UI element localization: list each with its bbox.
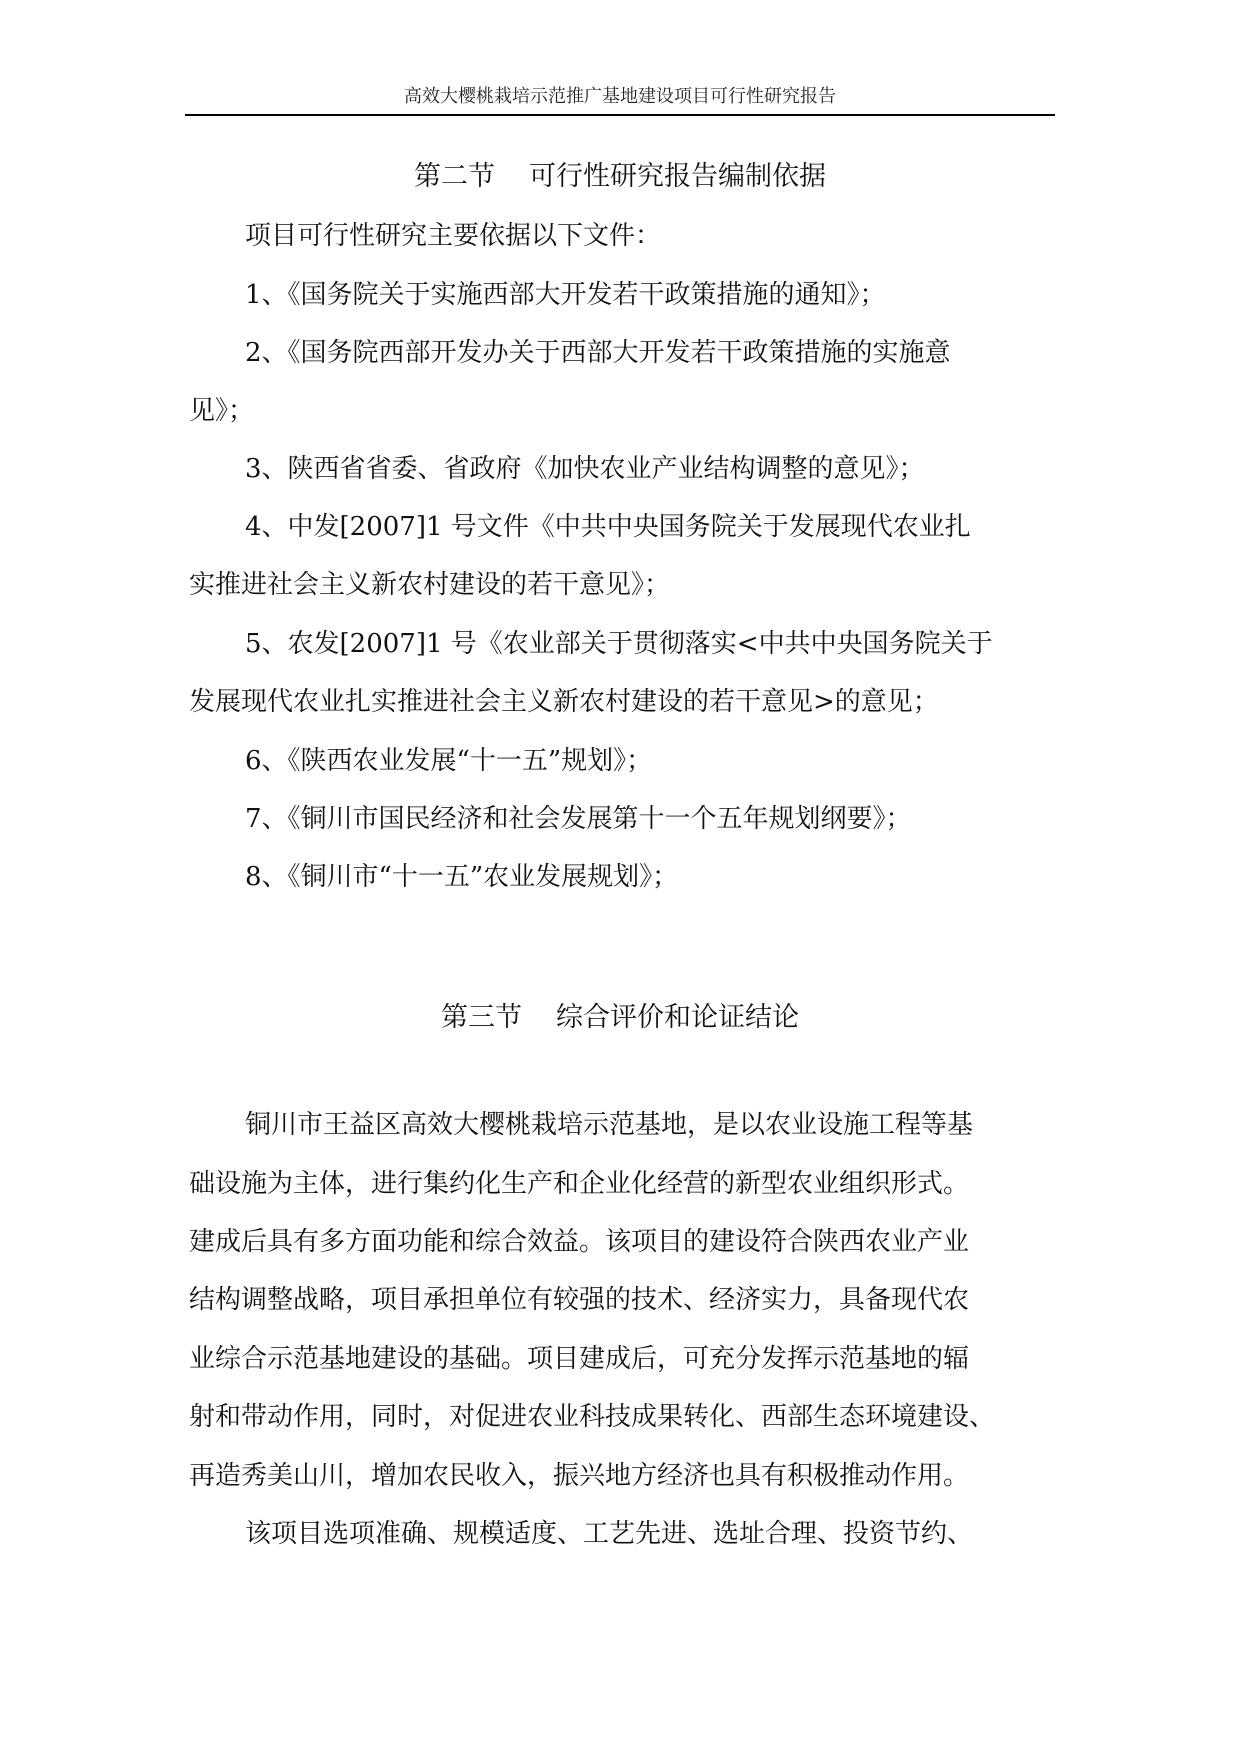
conclusion-para-2-line-1: 该项目选项准确、规模适度、工艺先进、选址合理、投资节约、	[245, 1519, 974, 1549]
header-rule	[185, 114, 1055, 116]
section-3-heading	[185, 1001, 1055, 1035]
basis-item-6: 6、《陕西农业发展“十一五”规划》；	[245, 746, 653, 776]
conclusion-para-1-line-5: 业综合示范基地建设的基础。项目建成后，可充分发挥示范基地的辐	[189, 1344, 970, 1374]
section-2-heading	[185, 160, 1055, 194]
basis-item-2-line-2: 见》；	[189, 396, 255, 426]
basis-item-4-line-2: 实推进社会主义新农村建设的若干意见》；	[189, 570, 671, 600]
section-2-number: 第二节	[414, 161, 495, 192]
section-3-title: 综合评价和论证结论	[556, 1002, 799, 1033]
basis-item-3: 3、陕西省省委、省政府《加快农业产业结构调整的意见》；	[245, 454, 925, 484]
running-header: 高效大樱桃栽培示范推广基地建设项目可行性研究报告	[404, 86, 836, 107]
conclusion-para-1-line-7: 再造秀美山川，增加农民收入，振兴地方经济也具有积极推动作用。	[189, 1461, 970, 1491]
section-2-title: 可行性研究报告编制依据	[529, 161, 826, 192]
basis-item-2-line-1: 2、《国务院西部开发办关于西部大开发若干政策措施的实施意	[245, 338, 951, 368]
basis-item-5-line-1: 5、农发[2007]1 号《农业部关于贯彻落实<中共中央国务院关于	[245, 629, 993, 659]
section-2-intro: 项目可行性研究主要依据以下文件：	[245, 221, 662, 251]
basis-item-1: 1、《国务院关于实施西部大开发若干政策措施的通知》；	[245, 280, 886, 310]
conclusion-para-1-line-1: 铜川市王益区高效大樱桃栽培示范基地，是以农业设施工程等基	[245, 1110, 974, 1140]
conclusion-para-1-line-3: 建成后具有多方面功能和综合效益。该项目的建设符合陕西农业产业	[189, 1227, 970, 1257]
section-3-number: 第三节	[441, 1002, 522, 1033]
conclusion-para-1-line-2: 础设施为主体，进行集约化生产和企业化经营的新型农业组织形式。	[189, 1169, 970, 1199]
basis-item-5-line-2: 发展现代农业扎实推进社会主义新农村建设的若干意见>的意见；	[189, 687, 939, 717]
conclusion-para-1-line-6: 射和带动作用，同时，对促进农业科技成果转化、西部生态环境建设、	[189, 1402, 996, 1432]
basis-item-4-line-1: 4、中发[2007]1 号文件《中共中央国务院关于发展现代农业扎	[245, 512, 971, 542]
basis-item-7: 7、《铜川市国民经济和社会发展第十一个五年规划纲要》；	[245, 804, 912, 834]
conclusion-para-1-line-4: 结构调整战略，项目承担单位有较强的技术、经济实力，具备现代农	[189, 1285, 970, 1315]
basis-item-8: 8、《铜川市“十一五”农业发展规划》；	[245, 862, 679, 892]
